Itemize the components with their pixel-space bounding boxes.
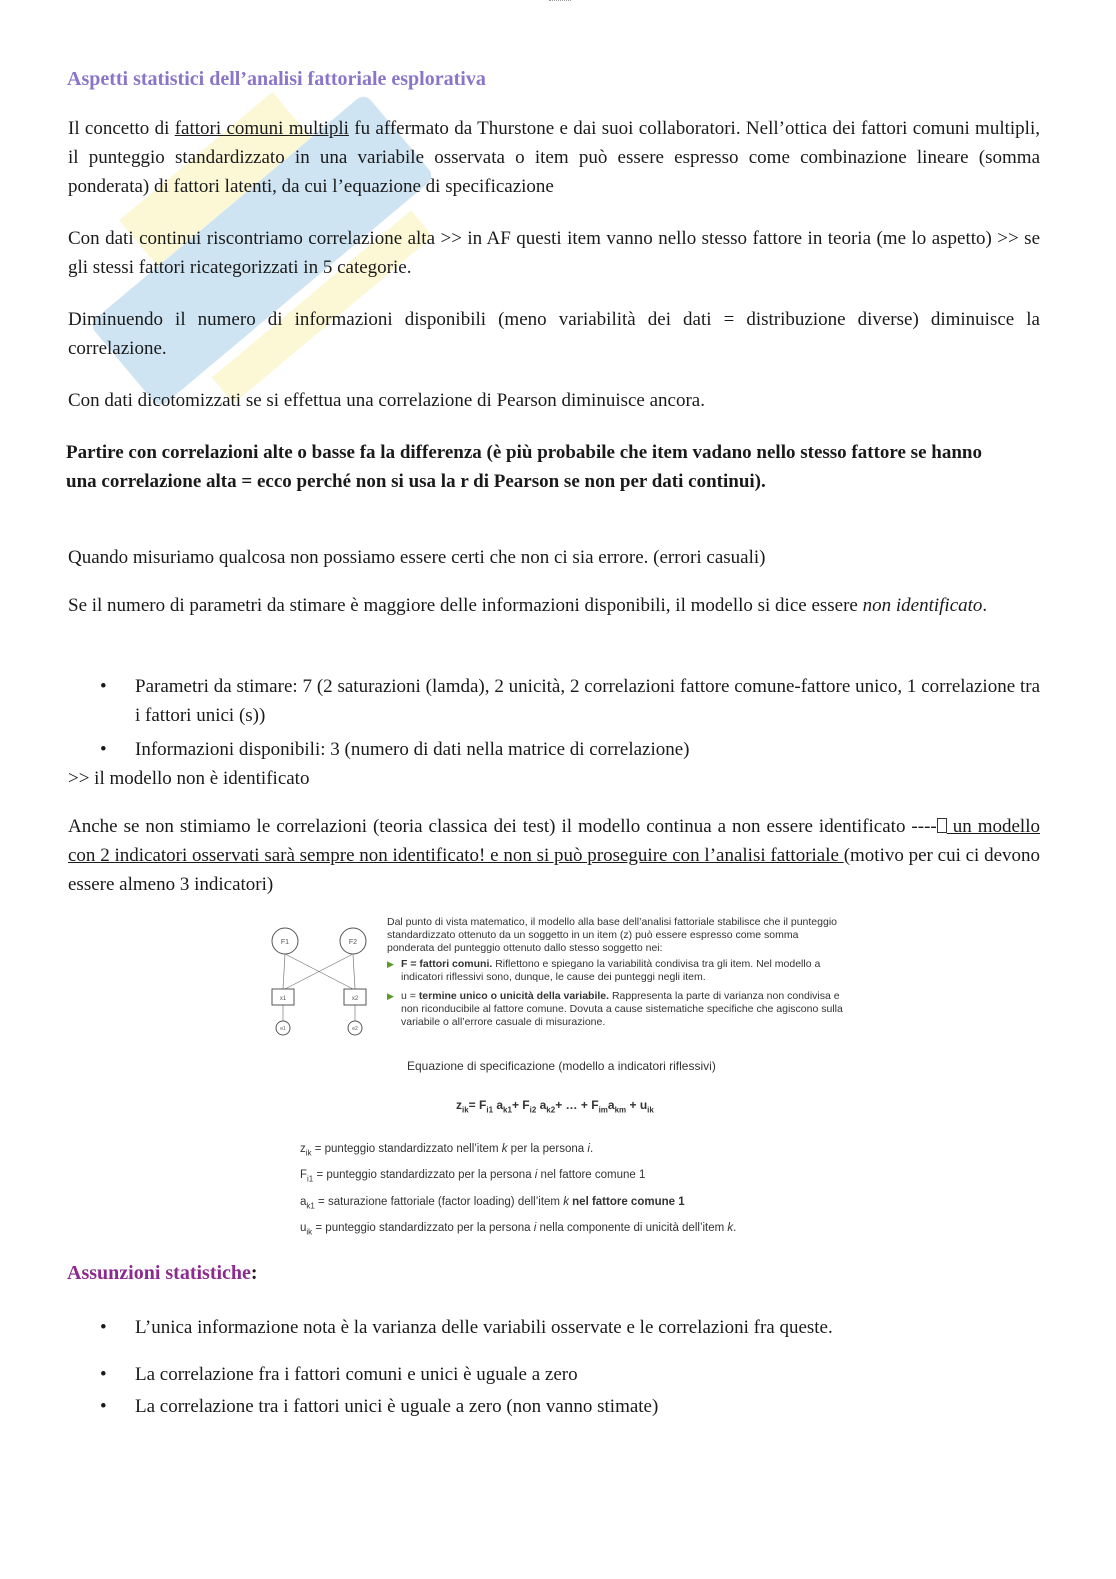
definition-row: $z_{ik}$ = punteggio standardizzato nell’item k per la persona i. — [300, 1143, 594, 1158]
bullet-icon: • — [100, 1396, 107, 1417]
figure-bullet: ▶ u = termine unico o unicità della variabile. Rappresenta la parte di varianza non condivisa e non riconducibile al fattore comune. Dovuta a cause sistematiche specifiche che agiscono sulla variabile o all’errore casuale di misurazione. — [387, 990, 843, 1028]
paragraph-concetto: Il concetto di fattori comuni multipli fu affermato da Thurstone e dai suoi collaboratori. Nell’ottica dei fattori comuni multipli, il punteggio standardizzato in una variabile osservata o item può essere espresso come combinazione lineare (somma ponderata) di fattori latenti, da cui l’equazione di specificazione — [68, 118, 1040, 197]
paragraph-anche-se: Anche se non stimiamo le correlazioni (teoria classica dei test) il modello continua a non essere identificato ---- un modello con 2 indicatori osservati sarà sempre non identificato! e non si può proseguire con l’analisi fattoriale (motivo per cui ci devono essere almeno 3 indicatori) — [68, 816, 1041, 895]
definition-row: $F_{i1}$ = punteggio standardizzato per la persona i nel fattore comune 1 — [300, 1169, 646, 1184]
triangle-bullet-icon: ▶ — [387, 991, 394, 1001]
equation-definitions — [300, 1138, 736, 1243]
figure-specification-model — [260, 910, 860, 1237]
item-2-label: x2 — [351, 996, 359, 1002]
paragraph-dati-continui: Con dati continui riscontriamo correlazione alta >> in AF questi item vanno nello stesso fattore in teoria (me lo aspetto) >> se gli stessi fattori ricategorizzati in 5 categorie. — [68, 228, 1040, 278]
list-item: • Informazioni disponibili: 3 (numero di dati nella matrice di correlazione) — [68, 735, 1040, 764]
definition-row: $u_{ik}$ = punteggio standardizzato per la persona i nella componente di unicità dell’item k. — [300, 1221, 737, 1237]
paragraph-errore: Quando misuriamo qualcosa non possiamo essere certi che non ci sia errore. (errori casuali) — [68, 547, 766, 568]
paragraph-dicotomizzati: Con dati dicotomizzati se si effettua una correlazione di Pearson diminuisce ancora. — [68, 390, 705, 411]
error-2-label: e2 — [352, 1026, 358, 1032]
factor-1-label: F1 — [280, 939, 290, 946]
triangle-bullet-icon: ▶ — [387, 959, 394, 969]
parameters-list — [68, 672, 1040, 764]
list-item: • La correlazione fra i fattori comuni e unici è uguale a zero — [68, 1360, 1040, 1389]
bullet-icon: • — [100, 1364, 107, 1385]
definition-row: $a_{k1}$ = saturazione fattoriale (factor loading) dell’item k nel fattore comune 1 — [300, 1195, 685, 1210]
assumptions-list — [68, 1313, 1040, 1421]
bullet-icon: • — [100, 676, 107, 697]
missing-glyph-icon — [937, 818, 947, 833]
section-heading-assunzioni: Assunzioni statistiche: — [67, 1262, 258, 1284]
figure-intro: Dal punto di vista matematico, il modello alla base dell’analisi fattoriale stabilisce che il punteggio standardizzato ottenuto da un soggetto in un item (z) può essere espresso come somma ponderata del punteggio ottenuto dallo stesso soggetto nei: — [387, 916, 837, 954]
paragraph-diminuendo: Diminuendo il numero di informazioni disponibili (meno variabilità dei dati = distribuzione diverse) diminuisce la correlazione. — [68, 309, 1040, 359]
paragraph-conclusion: >> il modello non è identificato — [68, 768, 310, 789]
list-item: • Parametri da stimare: 7 (2 saturazioni (lamda), 2 unicità, 2 correlazioni fattore comune-fattore unico, 1 correlazione tra i fattori unici (s)) — [68, 672, 1040, 730]
list-item: • La correlazione tra i fattori unici è uguale a zero (non vanno stimate) — [68, 1392, 1040, 1421]
figure-caption: Equazione di specificazione (modello a indicatori riflessivi) — [407, 1059, 716, 1073]
header-mark — [549, 0, 571, 3]
paragraph-bold-note: Partire con correlazioni alte o basse fa la differenza (è più probabile che item vadano nello stesso fattore se hanno una correlazione alta = ecco perché non si usa la r di Pearson se non per dati continui). — [66, 442, 982, 492]
bullet-icon: • — [100, 739, 107, 760]
figure-description — [387, 916, 847, 1029]
specification-equation: $z_{ik}= F_{i1}$ $a_{k1}+ F_{i2}$ $a_{k2}+$ … + $F_{im}a_{km} + u_{ik}$ — [456, 1098, 654, 1115]
factor-diagram — [264, 916, 389, 1051]
page-heading: Aspetti statistici dell’analisi fattoriale esplorativa — [67, 68, 486, 90]
list-item: • L’unica informazione nota è la varianza delle variabili osservate e le correlazioni fra queste. — [68, 1313, 1040, 1342]
bullet-icon: • — [100, 1317, 107, 1338]
error-1-label: e1 — [280, 1026, 286, 1032]
paragraph-non-identificato: Se il numero di parametri da stimare è maggiore delle informazioni disponibili, il modello si dice essere non identificato. — [68, 595, 988, 616]
figure-bullet: ▶ F = fattori comuni. Riflettono e spiegano la variabilità condivisa tra gli item. Nel modello a indicatori riflessivi sono, dunque, le cause dei punteggi negli item. — [387, 958, 821, 983]
item-1-label: x1 — [279, 996, 287, 1002]
factor-2-label: F2 — [348, 939, 358, 946]
